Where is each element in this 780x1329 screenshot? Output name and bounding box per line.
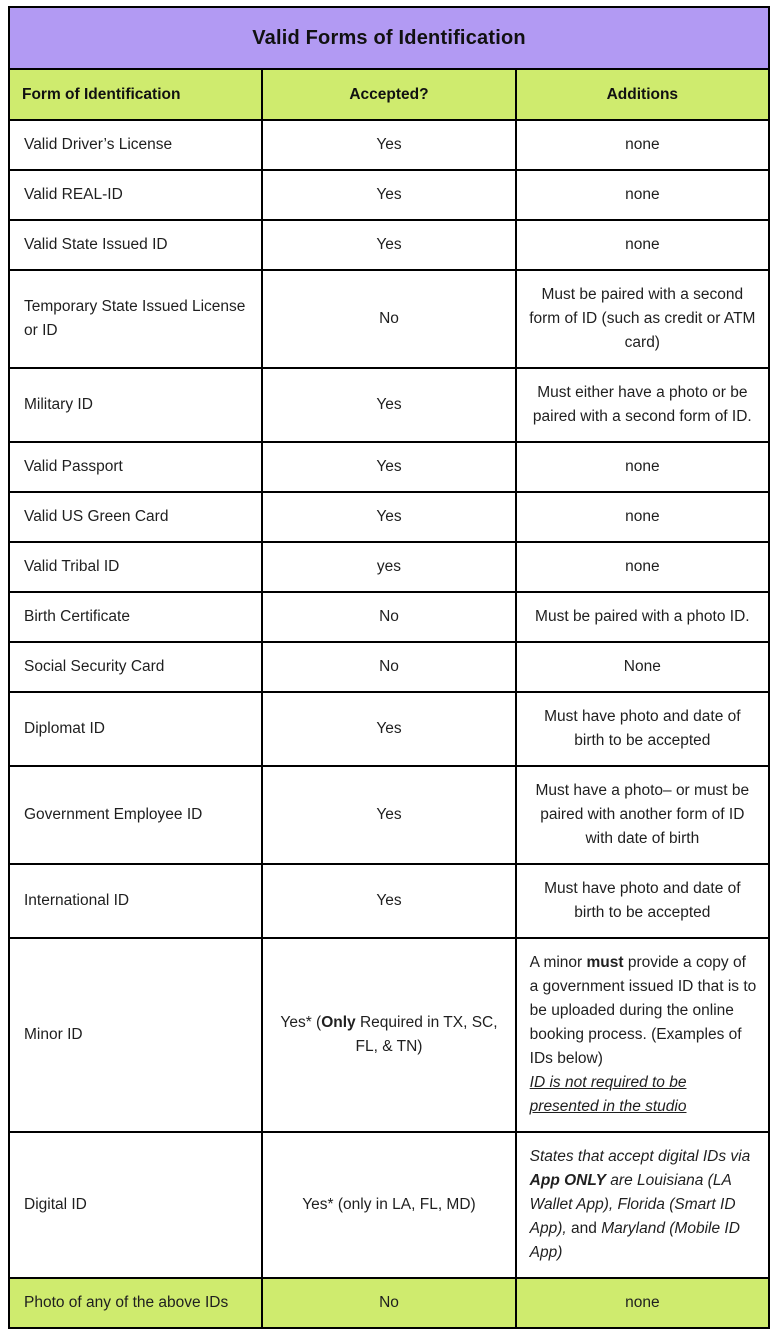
additions-cell bbox=[516, 1278, 769, 1328]
text-segment: Yes bbox=[376, 236, 402, 253]
text-segment: Yes bbox=[376, 186, 402, 203]
text-segment: Government Employee ID bbox=[24, 806, 203, 823]
form-cell bbox=[9, 692, 262, 766]
text-segment: Valid Driver’s License bbox=[24, 136, 173, 153]
accepted-cell bbox=[262, 642, 515, 692]
text-segment: yes bbox=[376, 558, 402, 575]
text-segment: Valid US Green Card bbox=[24, 508, 169, 525]
text-segment: are Louisiana (LA Wallet App), Florida (Smart ID App), bbox=[529, 1172, 736, 1237]
form-cell bbox=[9, 492, 262, 542]
table-row bbox=[9, 864, 769, 938]
text-segment: Yes bbox=[376, 458, 402, 475]
form-cell bbox=[9, 642, 262, 692]
additions-cell bbox=[516, 766, 769, 864]
text-segment: none bbox=[625, 236, 660, 253]
additions-cell bbox=[516, 442, 769, 492]
table-body bbox=[9, 120, 769, 1328]
additions-cell bbox=[516, 170, 769, 220]
additions-cell bbox=[516, 220, 769, 270]
table-row bbox=[9, 692, 769, 766]
text-segment: Required in TX, SC, FL, & TN) bbox=[355, 1014, 498, 1055]
text-segment: Yes bbox=[376, 508, 402, 525]
accepted-cell bbox=[262, 170, 515, 220]
form-cell bbox=[9, 1132, 262, 1278]
text-segment: Valid REAL-ID bbox=[24, 186, 123, 203]
text-segment: Yes* (only in LA, FL, MD) bbox=[302, 1196, 476, 1213]
text-segment: International ID bbox=[24, 892, 130, 909]
additions-cell bbox=[516, 592, 769, 642]
accepted-cell bbox=[262, 542, 515, 592]
accepted-cell bbox=[262, 1278, 515, 1328]
table-row bbox=[9, 592, 769, 642]
accepted-cell bbox=[262, 766, 515, 864]
text-segment: Must be paired with a photo ID. bbox=[535, 608, 750, 625]
accepted-cell bbox=[262, 592, 515, 642]
text-segment: none bbox=[625, 558, 660, 575]
table-head bbox=[9, 7, 769, 120]
additions-cell bbox=[516, 270, 769, 368]
text-segment: Only bbox=[321, 1014, 356, 1031]
text-segment: none bbox=[625, 1294, 660, 1311]
additions-cell bbox=[516, 938, 769, 1132]
text-segment: Photo of any of the above IDs bbox=[24, 1294, 229, 1311]
form-cell bbox=[9, 442, 262, 492]
accepted-cell bbox=[262, 270, 515, 368]
text-segment: No bbox=[379, 310, 399, 327]
form-cell bbox=[9, 120, 262, 170]
table-title: Valid Forms of Identification bbox=[9, 7, 769, 69]
form-cell bbox=[9, 220, 262, 270]
text-segment: Minor ID bbox=[24, 1026, 83, 1043]
text-segment: Must be paired with a second form of ID (such as credit or ATM card) bbox=[529, 286, 756, 351]
text-segment: Military ID bbox=[24, 396, 93, 413]
table-row bbox=[9, 270, 769, 368]
text-segment: No bbox=[379, 1294, 399, 1311]
text-segment: Valid State Issued ID bbox=[24, 236, 168, 253]
text-segment: Yes bbox=[376, 806, 402, 823]
text-segment: must bbox=[586, 954, 624, 971]
text-segment: A minor bbox=[529, 954, 587, 971]
table-row bbox=[9, 120, 769, 170]
text-segment: Maryland (Mobile ID App) bbox=[529, 1220, 740, 1261]
table-row bbox=[9, 542, 769, 592]
text-segment: None bbox=[623, 658, 661, 675]
accepted-cell bbox=[262, 938, 515, 1132]
accepted-cell bbox=[262, 120, 515, 170]
text-segment: ID is not required to be presented in the studio bbox=[529, 1074, 687, 1115]
text-segment: Yes bbox=[376, 892, 402, 909]
table-row bbox=[9, 1132, 769, 1278]
table-row bbox=[9, 170, 769, 220]
text-segment: Valid Tribal ID bbox=[24, 558, 120, 575]
table-row bbox=[9, 1278, 769, 1328]
form-cell bbox=[9, 1278, 262, 1328]
accepted-cell bbox=[262, 492, 515, 542]
accepted-cell bbox=[262, 864, 515, 938]
additions-cell bbox=[516, 864, 769, 938]
additions-cell bbox=[516, 542, 769, 592]
additions-cell bbox=[516, 368, 769, 442]
text-segment: Yes bbox=[376, 396, 402, 413]
text-segment: none bbox=[625, 508, 660, 525]
form-cell bbox=[9, 170, 262, 220]
additions-cell bbox=[516, 1132, 769, 1278]
additions-cell bbox=[516, 120, 769, 170]
text-segment: Yes* ( bbox=[280, 1014, 322, 1031]
column-header-row bbox=[9, 69, 769, 120]
text-segment: Valid Passport bbox=[24, 458, 123, 475]
text-segment: Must have photo and date of birth to be accepted bbox=[544, 880, 741, 921]
text-segment: Yes bbox=[376, 720, 402, 737]
form-cell bbox=[9, 368, 262, 442]
text-segment: Must have photo and date of birth to be accepted bbox=[544, 708, 741, 749]
form-cell bbox=[9, 864, 262, 938]
form-cell bbox=[9, 270, 262, 368]
text-segment: provide a copy of a government issued ID that is to be uploaded during the online booking process. (Examples of IDs below) bbox=[529, 954, 757, 1067]
form-cell bbox=[9, 592, 262, 642]
accepted-cell bbox=[262, 442, 515, 492]
form-cell bbox=[9, 542, 262, 592]
column-header-accepted: Accepted? bbox=[262, 69, 515, 120]
accepted-cell bbox=[262, 692, 515, 766]
accepted-cell bbox=[262, 1132, 515, 1278]
text-segment: Diplomat ID bbox=[24, 720, 105, 737]
table-row bbox=[9, 766, 769, 864]
text-segment: Social Security Card bbox=[24, 658, 165, 675]
table-row bbox=[9, 368, 769, 442]
accepted-cell bbox=[262, 220, 515, 270]
table-row bbox=[9, 642, 769, 692]
additions-cell bbox=[516, 492, 769, 542]
text-segment: Yes bbox=[376, 136, 402, 153]
additions-cell bbox=[516, 692, 769, 766]
text-segment: none bbox=[625, 186, 660, 203]
table-row bbox=[9, 938, 769, 1132]
identification-table bbox=[8, 6, 770, 1329]
form-cell bbox=[9, 938, 262, 1132]
text-segment: Must either have a photo or be paired with a second form of ID. bbox=[532, 384, 752, 425]
text-segment: No bbox=[379, 608, 399, 625]
text-segment: and bbox=[566, 1220, 602, 1237]
text-segment: none bbox=[625, 458, 660, 475]
title-row bbox=[9, 7, 769, 69]
table-row bbox=[9, 492, 769, 542]
table-row bbox=[9, 442, 769, 492]
additions-cell bbox=[516, 642, 769, 692]
text-segment: App ONLY bbox=[529, 1172, 606, 1189]
text-segment: Birth Certificate bbox=[24, 608, 130, 625]
table-row bbox=[9, 220, 769, 270]
text-segment: Temporary State Issued License or ID bbox=[24, 298, 246, 339]
text-segment: No bbox=[379, 658, 399, 675]
text-segment: Digital ID bbox=[24, 1196, 87, 1213]
accepted-cell bbox=[262, 368, 515, 442]
column-header-additions: Additions bbox=[516, 69, 769, 120]
text-segment: States that accept digital IDs via bbox=[529, 1148, 751, 1165]
text-segment: none bbox=[625, 136, 660, 153]
column-header-form: Form of Identification bbox=[9, 69, 262, 120]
text-segment: Must have a photo– or must be paired with another form of ID with date of birth bbox=[535, 782, 750, 847]
form-cell bbox=[9, 766, 262, 864]
